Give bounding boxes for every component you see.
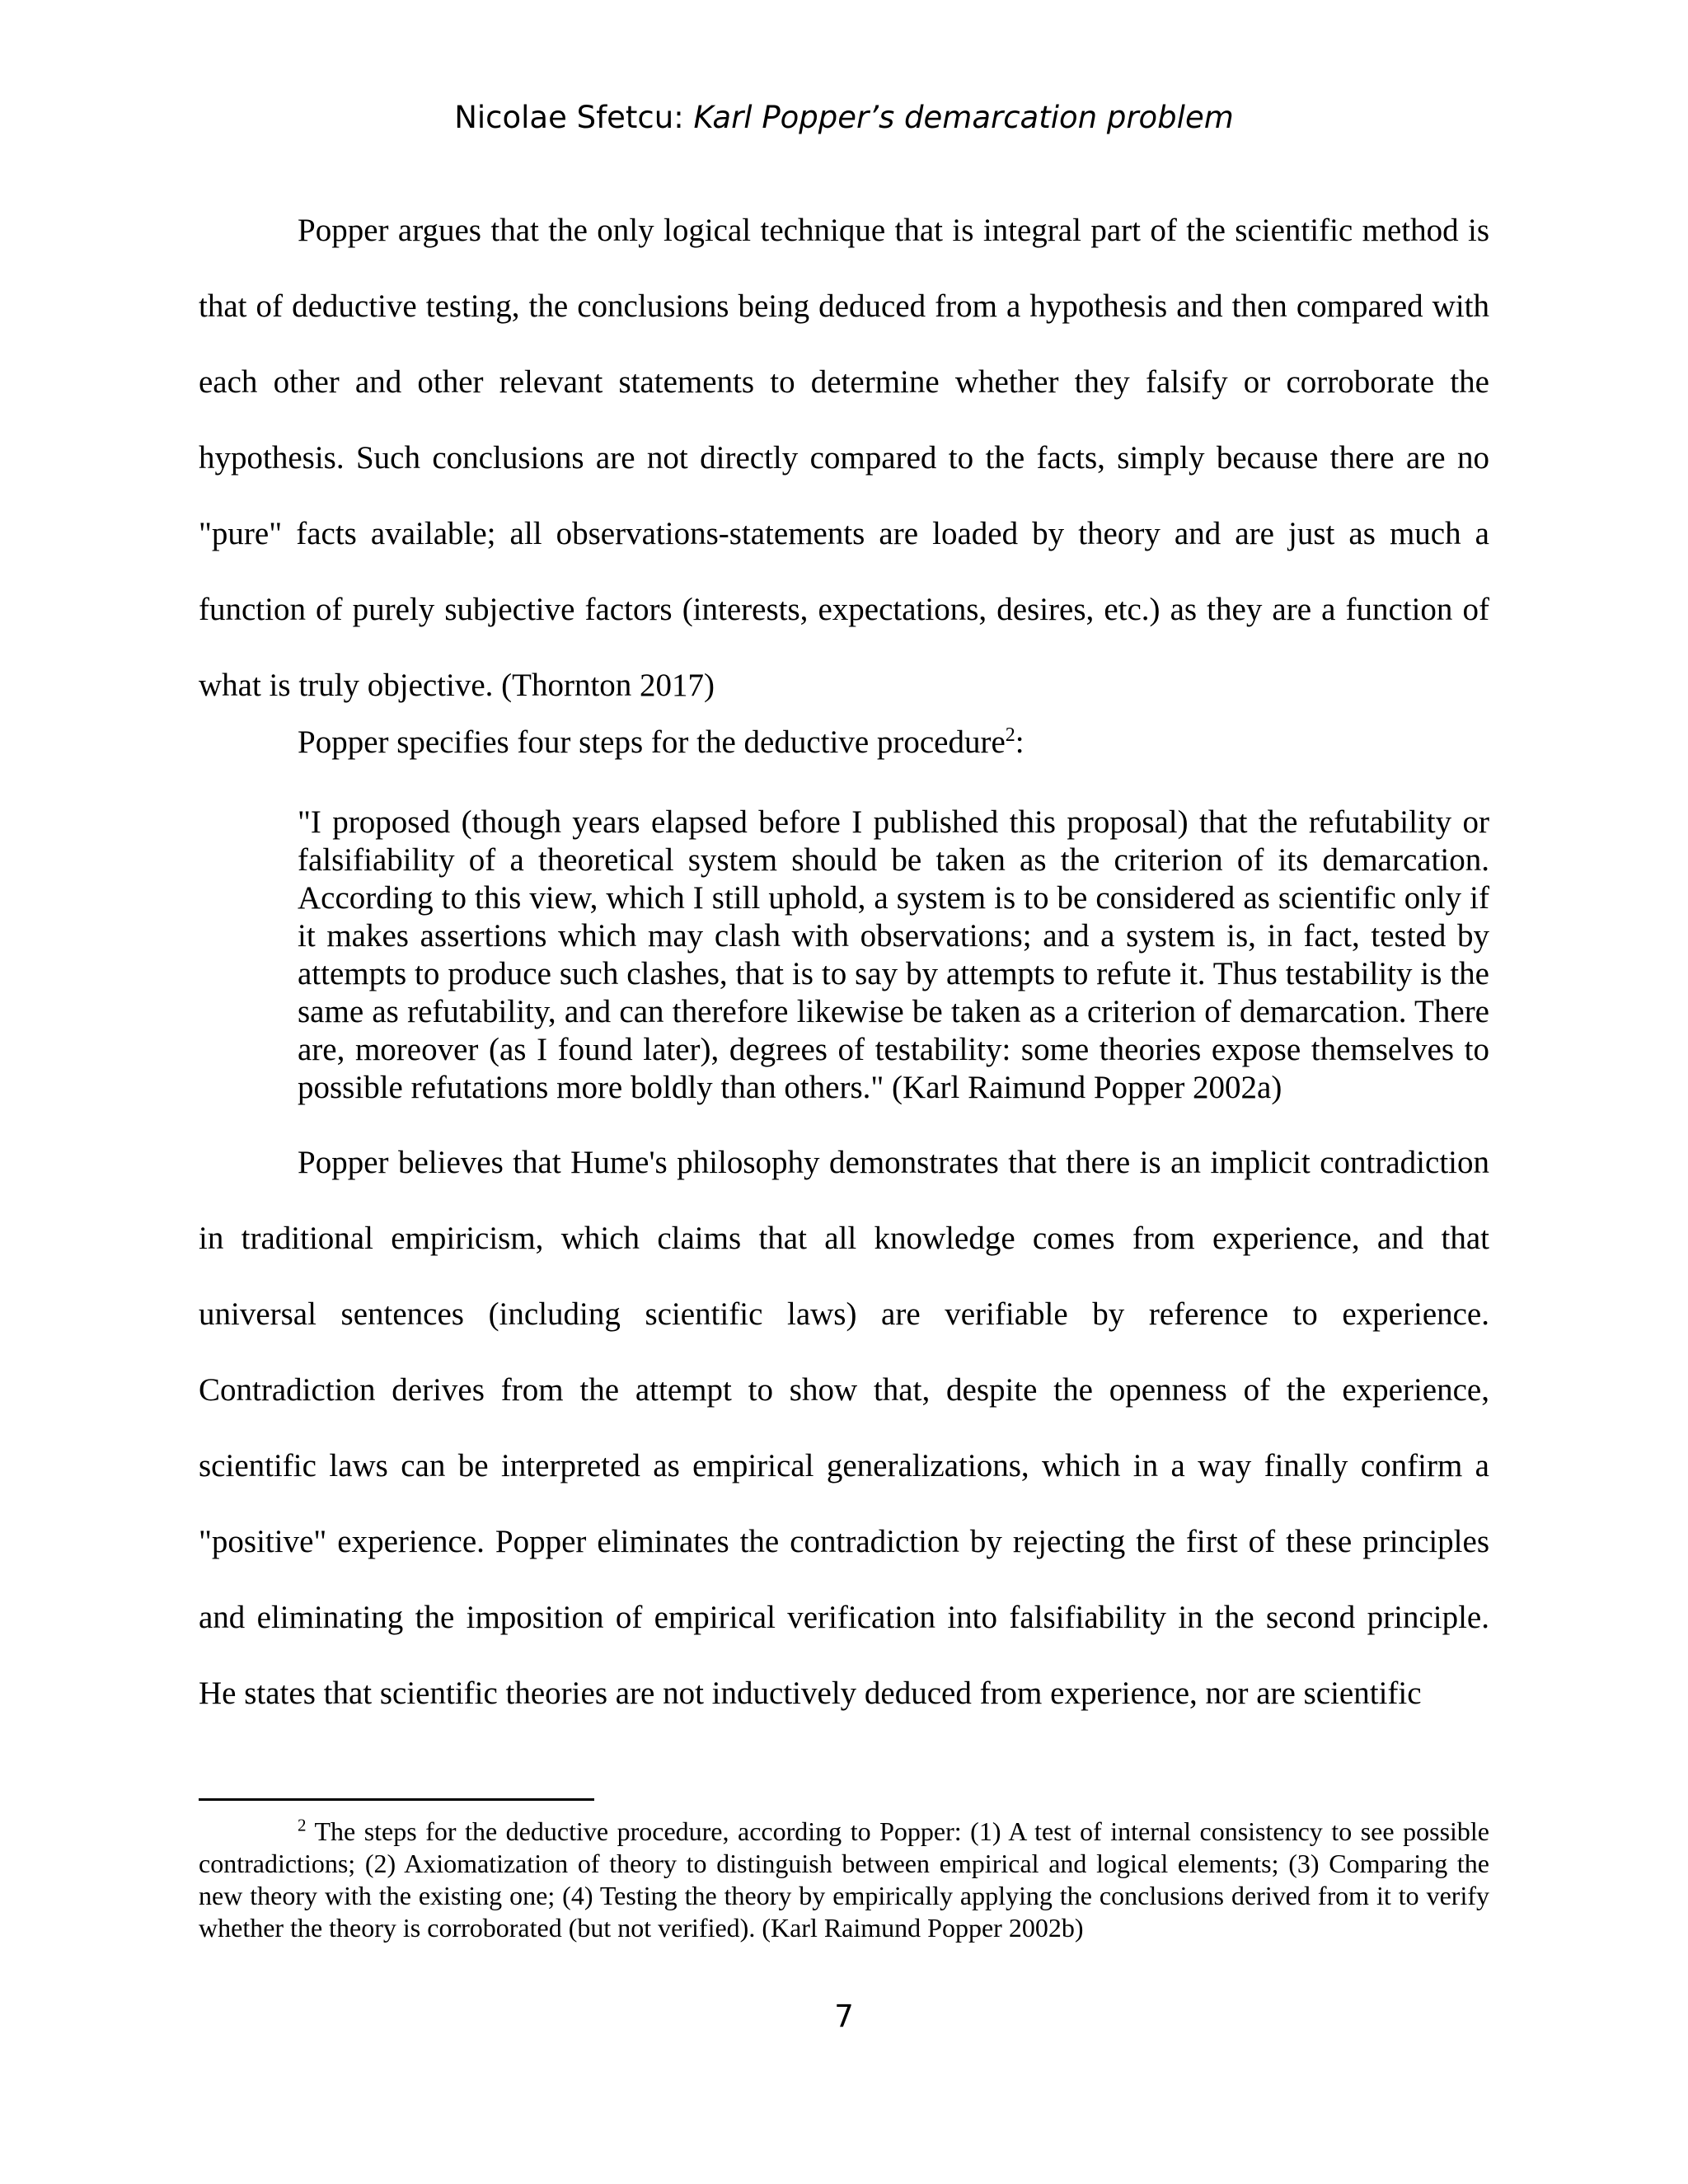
block-quote-container [199, 804, 1489, 1107]
paragraph-deductive-testing: Popper argues that the only logical technique that is integral part of the scientific method is that of deductive testing, the conclusions being deduced from a hypothesis and then compared with each other and other relevant statements to determine whether they falsify or corroborate the hypothesis. Such conclusions are not directly compared to the facts, simply because there are no "pure" facts available; all observations-statements are loaded by theory and are just as much a function of purely subjective factors (interests, expectations, desires, etc.) as they are a function of what is truly objective. (Thornton 2017) [199, 213, 1489, 703]
block-quote: "I proposed (though years elapsed before I published this proposal) that the refutability or falsifiability of a theoretical system should be taken as the criterion of its demarcation. According to this view, which I still uphold, a system is to be considered as scientific only if it makes assertions which may clash with observations; and a system is, in fact, tested by attempts to produce such clashes, that is to say by attempts to refute it. Thus testability is the same as refutability, and can therefore likewise be taken as a criterion of demarcation. There are, moreover (as I found later), degrees of testability: some theories expose themselves to possible refutations more boldly than others." (Karl Raimund Popper 2002a) [298, 804, 1489, 1105]
running-header [0, 97, 1688, 138]
footnote-text: The steps for the deductive procedure, according to Popper: (1) A test of internal consistency to see possible contradictions; (2) Axiomatization of theory to distinguish between empirical and logical elements; (3) Comparing the new theory with the existing one; (4) Testing the theory by empirically applying the conclusions derived from it to verify whether the theory is corroborated (but not verified). (Karl Raimund Popper 2002b) [199, 1816, 1489, 1943]
main-text-block-2 [199, 724, 1489, 762]
page-number: 7 [834, 1999, 854, 2034]
header-book-title: Karl Popper’s demarcation problem [693, 100, 1234, 135]
footnote-marker: 2 [298, 1815, 307, 1835]
footnote-separator [199, 1798, 594, 1801]
footnote [199, 1816, 1489, 1944]
footnote-reference[interactable]: 2 [1005, 724, 1015, 746]
main-text-block-1 [199, 193, 1489, 724]
main-text-block-3 [199, 1125, 1489, 1732]
header-author: Nicolae Sfetcu: [454, 100, 684, 135]
paragraph-four-steps-text: Popper specifies four steps for the deductive procedure [298, 724, 1006, 760]
paragraph-four-steps-colon: : [1015, 724, 1025, 760]
paragraph-hume-contradiction: Popper believes that Hume's philosophy demonstrates that there is an implicit contradiction in traditional empiricism, which claims that all knowledge comes from experience, and that universal sentences (including scientific laws) are verifiable by reference to experience. Contradiction derives from the attempt to show that, despite the openness of the experience, scientific laws can be interpreted as empirical generalizations, which in a way finally confirm a "positive" experience. Popper eliminates the contradiction by rejecting the first of these principles and eliminating the imposition of empirical verification into falsifiability in the second principle. He states that scientific theories are not inductively deduced from experience, nor are scientific [199, 1145, 1489, 1711]
paragraph-four-steps [199, 724, 1489, 762]
